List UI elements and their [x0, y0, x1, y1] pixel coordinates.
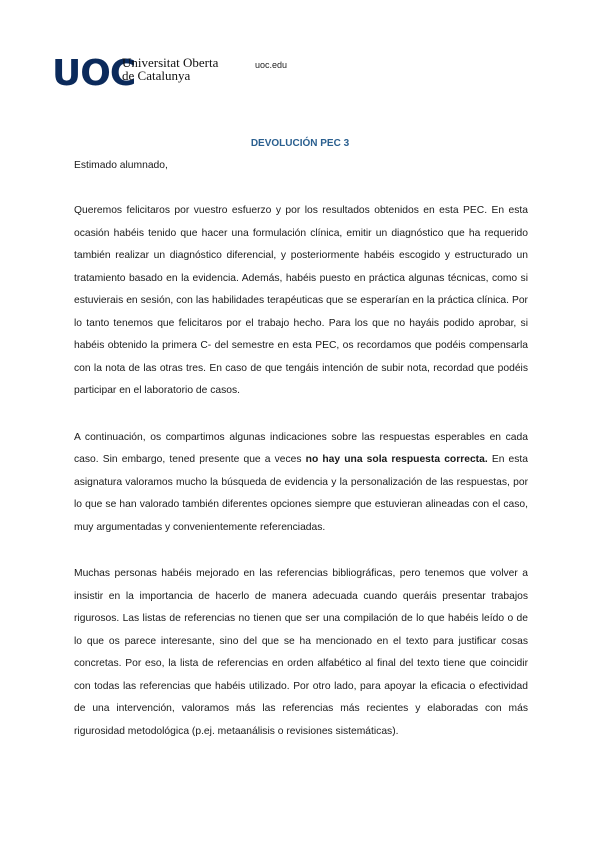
greeting: Estimado alumnado, [74, 160, 168, 171]
document-body [74, 155, 528, 766]
uoc-logo-mark: UOC [52, 53, 136, 94]
paragraph-2-bold: no hay una sola respuesta correcta. [305, 454, 488, 465]
paragraph-2 [74, 427, 528, 540]
paragraph-2-start: A continuación, os compartimos algunas indicaciones sobre las respuestas esperables en cada caso. Sin embargo, tened presente que a veces [74, 431, 528, 465]
uoc-logo-text [122, 56, 218, 82]
paragraph-1: Queremos felicitaros por vuestro esfuerzo y por los resultados obtenidos en esta PEC. En esta ocasión habéis tenido que hacer una formulación clínica, emitir un diagnóstico que ha requerido también realizar un diagnóstico diferencial, y posteriormente habéis escogido y estructurado un tratamiento basado en la evidencia. Además, habéis puesto en práctica algunas técnicas, como si estuvierais en sesión, con las habilidades terapéuticas que se esperarían en la práctica clínica. Por lo tanto tenemos que felicitaros por el trabajo hecho. Para los que no hayáis podido aprobar, si habéis obtenido la primera C- del semestre en esta PEC, os recordamos que podéis compensarla con la nota de las otras tres. En caso de que tengáis intención de subir nota, recordad que podéis participar en el laboratorio de casos. [74, 205, 528, 396]
document-title: DEVOLUCIÓN PEC 3 [250, 138, 350, 149]
logo-line-2: de Catalunya [122, 68, 191, 83]
logo-line-1: Universitat Oberta [122, 55, 219, 70]
paragraph-3: Muchas personas habéis mejorado en las referencias bibliográficas, pero tenemos que volver a insistir en la importancia de hacerlo de manera adecuada cuando queráis presentar trabajos rigurosos. Las listas de referencias no tienen que ser una compilación de lo que habéis leído o de lo que os parece interesante, sino del que se ha mencionado en el texto para justificar cosas concretas. Por eso, la lista de referencias en orden alfabético al final del texto tiene que coincidir con todas las referencias que habéis utilizado. Por otro lado, para apoyar la eficacia o efectividad de una intervención, valoramos más las referencias más recientes y elaboradas con más rigurosidad metodológica (p.ej. metaanálisis o revisiones sistemáticas). [74, 568, 528, 737]
paragraph-2-end: En esta asignatura valoramos mucho la búsqueda de evidencia y la personalización de las respuestas, por lo que se han valorado también diferentes opciones siempre que estuvieran alineadas con el caso, muy argumentadas y convenientemente referenciadas. [74, 454, 529, 533]
site-url[interactable]: uoc.edu [255, 60, 288, 70]
